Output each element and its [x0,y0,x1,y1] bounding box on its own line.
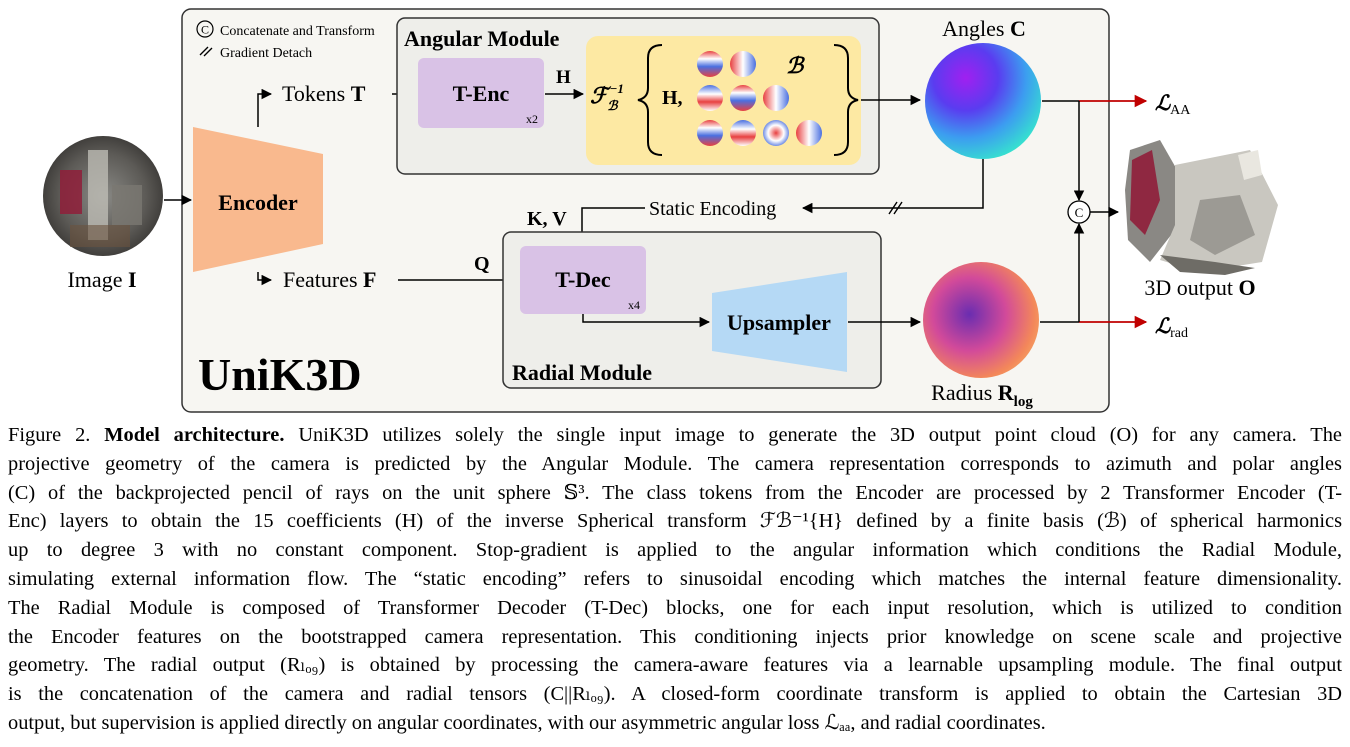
caption-line-7: The Radial Module is composed of Transformer Decoder (T-Dec) blocks, one for each input resolution, which is utilized to condition [8,596,1342,619]
encoder-label: Encoder [218,190,298,215]
caption-line-5: up to degree 3 with no constant component. Stop-gradient is applied to the angular information which conditions the Radial Module, [8,539,1342,562]
caption-line-6: simulating external information flow. The “static encoding” refers to sinusoidal encoding which matches the internal feature dimensionality. [8,567,1342,590]
caption-line-8: the Encoder features on the bootstrapped camera representation. This conditioning injects prior knowledge on scene scale and projective [8,625,1342,648]
harmonic-sphere [730,51,756,77]
input-image [43,136,163,256]
basis-symbol: ℬ [786,53,804,78]
model-title: UniK3D [198,349,362,400]
caption-line-1: Figure 2. Model architecture. UniK3D utilizes solely the single input image to generate the 3D output point cloud (O) for any camera. The [8,424,1342,446]
kv-label: K, V [527,208,567,230]
loss-aa: ℒAA [1155,91,1191,118]
basis-box [586,36,861,165]
tokens-label: Tokens T [282,81,366,106]
harmonic-sphere [697,85,723,111]
harmonic-sphere [763,85,789,111]
radius-label: Radius $R_{log}$ [931,380,1033,410]
input-label: Image I [67,267,137,292]
angular-module-title: Angular Module [404,26,560,51]
tenc-label: T-Enc [452,81,510,106]
caption-line-3: (C) of the backprojected pencil of rays on the unit sphere 𝕊³. The class tokens from the Encoder are processed by 2 Transformer Encoder (T- [8,481,1342,504]
concat-node-symbol: C [1074,205,1084,220]
detach-legend-label: Gradient Detach [220,46,313,61]
features-label: Features F [283,267,377,292]
tenc-repeat: x2 [526,112,538,126]
concat-legend-symbol: C [200,22,210,37]
caption-line-4: Enc) layers to obtain the 15 coefficients (H) of the inverse Spherical transform ℱℬ⁻¹{H} defined by a finite basis (ℬ) of spherical harmonics [8,510,1342,533]
caption-line-2: projective geometry of the camera is predicted by the Angular Module. The camera representation corresponds to azimuth and polar angles [8,452,1342,475]
caption-line-10: is the concatenation of the camera and radial tensors (C||Rₗₒ₉). A closed-form coordinate transform is applied to obtain the Cartesian 3D [8,683,1342,706]
tdec-repeat: x4 [628,298,640,312]
angles-sphere [925,43,1041,159]
loss-rad: ℒrad [1155,314,1189,341]
harmonic-sphere [697,120,723,146]
upsampler-label: Upsampler [727,310,831,335]
caption-line-9: geometry. The radial output (Rₗₒ₉) is obtained by processing the camera-aware features via a learnable upsampling module. The final output [8,654,1342,677]
harmonic-sphere [697,51,723,77]
harmonic-sphere [730,85,756,111]
concat-legend-label: Concatenate and Transform [220,24,375,39]
h-comma-label: H, [662,87,683,109]
inverse-transform-symbol: ℱ$_ℬ$−1 [590,81,624,113]
static-encoding-label: Static Encoding [649,198,777,220]
caption-title: Model architecture. [104,424,285,446]
angles-label: Angles C [942,16,1026,41]
caption-figure-number: Figure 2. [8,424,91,446]
caption-line-11: output, but supervision is applied directly on angular coordinates, with our asymmetric angular loss ℒₐₐ, and radial coordinates. [8,711,1046,734]
h-label: H [556,67,571,88]
q-label: Q [474,253,490,275]
radius-sphere [923,262,1039,378]
output-point-cloud [1125,140,1278,275]
radial-module-title: Radial Module [512,360,652,385]
harmonic-sphere [763,120,789,146]
output-label: 3D output O [1144,275,1256,300]
harmonic-sphere [730,120,756,146]
tdec-label: T-Dec [555,267,611,292]
harmonic-sphere [796,120,822,146]
figure-caption [8,421,1342,738]
